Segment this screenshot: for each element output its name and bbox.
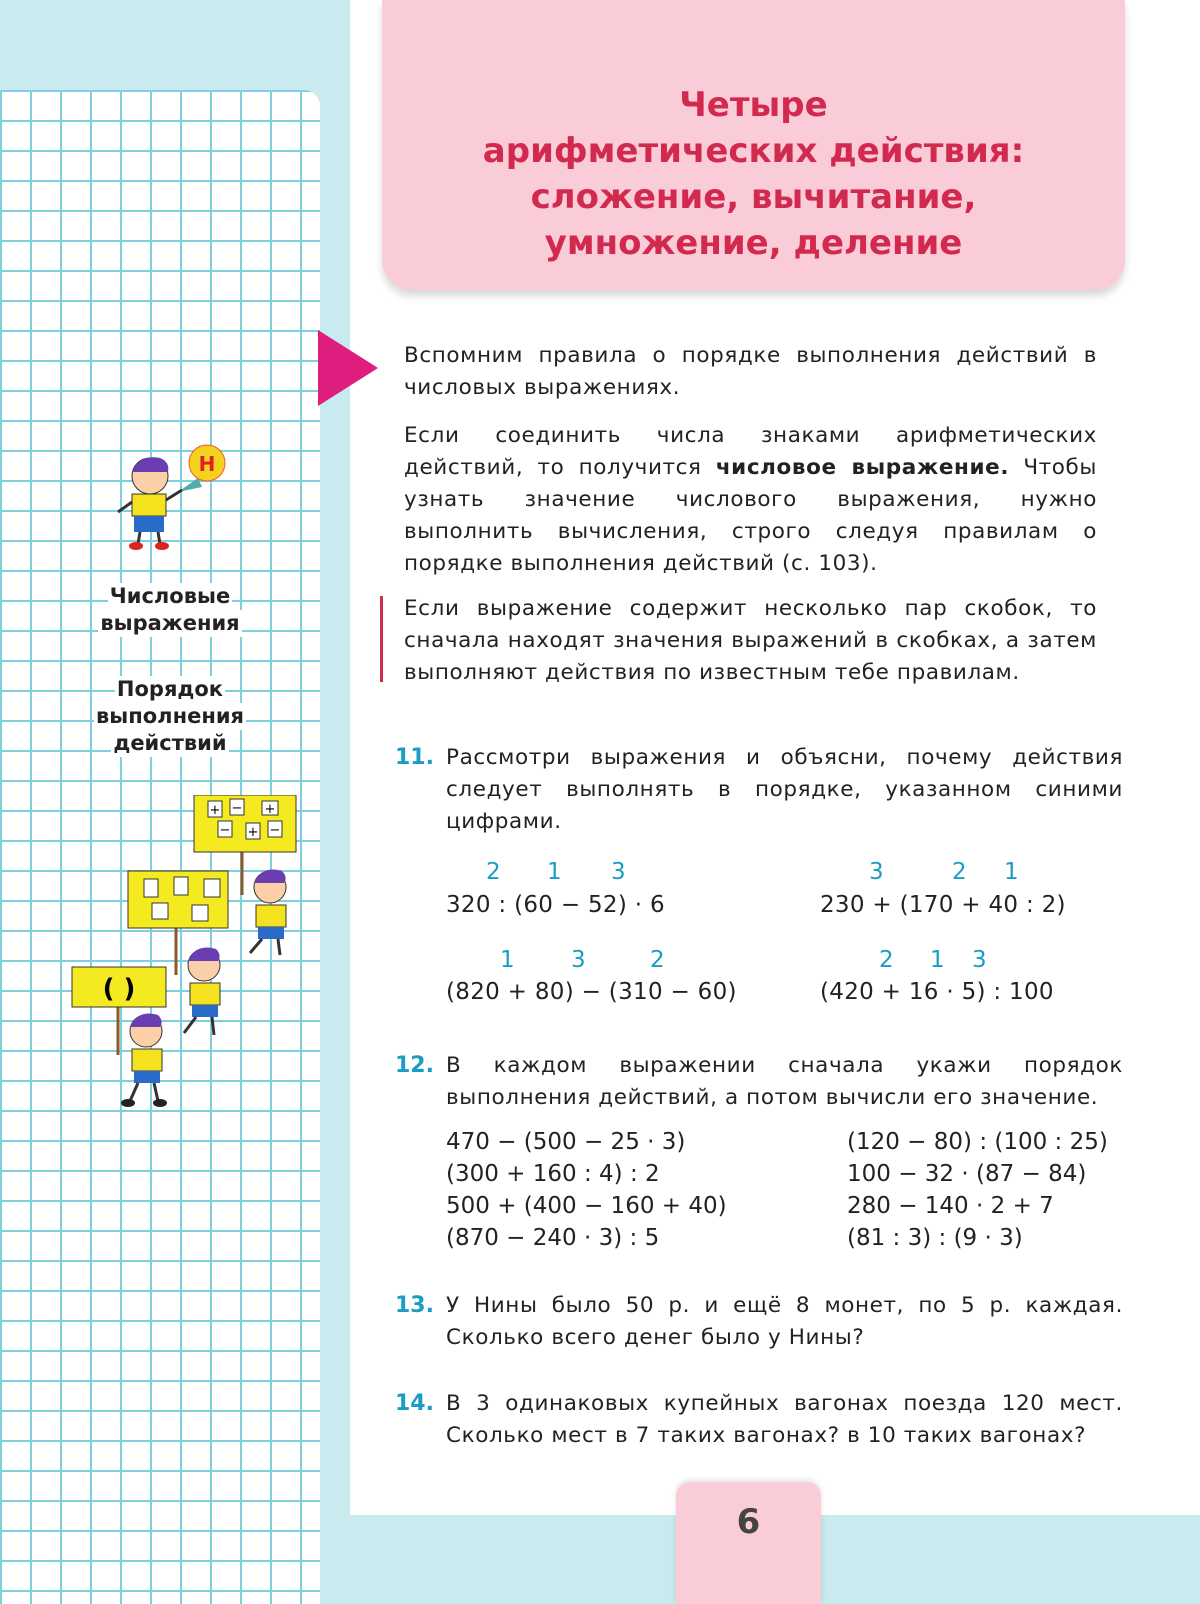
sidebar-label: действий: [113, 731, 227, 755]
badge-letter: Н: [198, 452, 216, 476]
kids-with-signs-illustration: [70, 795, 305, 1135]
sidebar-label: Порядок: [116, 677, 224, 701]
rule-paragraph: Если выражение содержит несколько пар скобок, то сначала находят значения выражений в скобках, а затем выполняют действия по известным тебе правилам.: [404, 596, 1097, 685]
sidebar-topic-1: [75, 583, 265, 637]
expression: (81 : 3) : (9 · 3): [847, 1225, 1023, 1251]
expression: 470 − (500 − 25 · 3): [446, 1129, 686, 1155]
page-number: 6: [736, 1502, 761, 1542]
exercise-13-text: У Нины было 50 р. и ещё 8 монет, по 5 р. каждая. Сколько всего денег было у Нины?: [446, 1293, 1123, 1350]
chapter-title-line: сложение, вычитание,: [530, 177, 977, 217]
svg-text:+: +: [264, 802, 276, 817]
pointer-triangle-icon: [318, 330, 378, 406]
order-digit: 3: [972, 947, 987, 973]
page-number-tab: [676, 1482, 821, 1604]
exercise-12-text: В каждом выражении сначала укажи порядок выполнения действий, а потом вычисли его значение.: [446, 1053, 1123, 1110]
expressions-right-column: [847, 1126, 1108, 1254]
exercise-number: 14.: [395, 1391, 434, 1416]
expression: (420 + 16 · 5) : 100: [820, 979, 1054, 1005]
svg-text:+: +: [247, 825, 259, 840]
intro-paragraph-2: [404, 420, 1097, 580]
chapter-title-box: [382, 0, 1125, 290]
expression: 280 − 140 · 2 + 7: [847, 1193, 1054, 1219]
order-digit: 2: [486, 859, 501, 885]
order-digit: 2: [879, 947, 894, 973]
exercise-number: 13.: [395, 1293, 434, 1318]
svg-text:+: +: [209, 803, 221, 818]
exercise-14-text: В 3 одинаковых купейных вагонах поезда 120 мест. Сколько мест в 7 таких вагонах? в 10 таких вагонах?: [446, 1391, 1123, 1448]
expression: 100 − 32 · (87 − 84): [847, 1161, 1087, 1187]
chapter-title-line: Четыре: [679, 85, 828, 125]
chapter-title-line: арифметических действия:: [482, 131, 1025, 171]
order-digit: 2: [650, 947, 665, 973]
expressions-left-column: [446, 1126, 727, 1254]
expression: (120 − 80) : (100 : 25): [847, 1129, 1108, 1155]
chapter-title-line: умножение, деление: [544, 223, 963, 263]
order-digit: 2: [952, 859, 967, 885]
order-digit: 1: [1004, 859, 1019, 885]
sidebar-label: выполнения: [95, 704, 245, 728]
sidebar-topic-2: [75, 676, 265, 757]
rule-marker-bar: [380, 596, 383, 682]
order-digit: 3: [869, 859, 884, 885]
expression: (300 + 160 : 4) : 2: [446, 1161, 660, 1187]
expression: 320 : (60 − 52) · 6: [446, 892, 665, 918]
sidebar-label: Числовые: [109, 584, 231, 608]
kid-megaphone-illustration: [110, 432, 235, 562]
order-digit: 1: [930, 947, 945, 973]
exercise-number: 11.: [395, 745, 434, 770]
svg-text:−: −: [219, 823, 231, 838]
svg-text:−: −: [269, 823, 281, 838]
expression: (870 − 240 · 3) : 5: [446, 1225, 660, 1251]
sign-parentheses: ( ): [102, 974, 136, 1004]
order-digit: 3: [611, 859, 626, 885]
order-digit: 1: [547, 859, 562, 885]
intro-paragraph-1: Вспомним правила о порядке выполнения действий в числовых выражениях.: [404, 343, 1097, 400]
exercise-number: 12.: [395, 1053, 434, 1078]
p2-text: Чтобы узнать значение числового выражения, нужно выполнить вычисления, строго следуя правилам о порядке выполнения действий (с. 103).: [404, 455, 1097, 576]
p2-text: Если соединить числа знаками арифметических действий, то получится: [404, 423, 1097, 480]
expression: 500 + (400 − 160 + 40): [446, 1193, 727, 1219]
sidebar-label: выражения: [100, 611, 240, 635]
order-digit: 3: [571, 947, 586, 973]
expression: (820 + 80) − (310 − 60): [446, 979, 737, 1005]
key-term: числовое выражение.: [715, 455, 1010, 480]
svg-text:−: −: [231, 801, 243, 816]
order-digit: 1: [500, 947, 515, 973]
expression: 230 + (170 + 40 : 2): [820, 892, 1066, 918]
exercise-11-text: Рассмотри выражения и объясни, почему действия следует выполнять в порядке, указанном синими цифрами.: [446, 745, 1123, 834]
